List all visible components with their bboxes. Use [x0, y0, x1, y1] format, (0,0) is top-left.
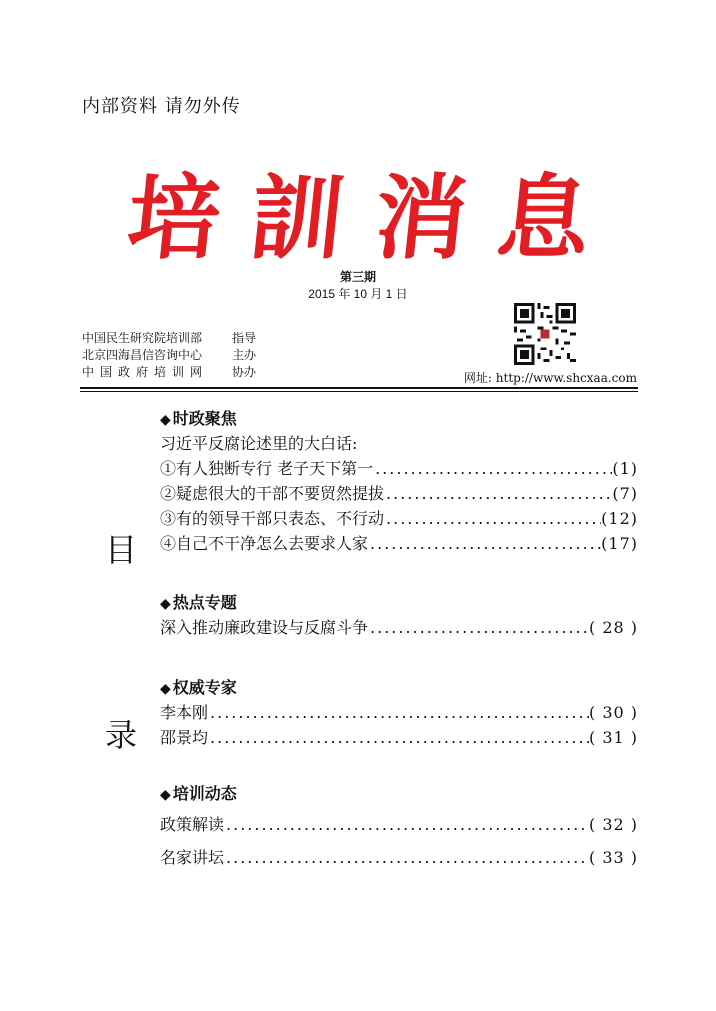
leader-dots	[370, 615, 589, 640]
header-divider	[80, 391, 638, 392]
website-url: 网址: http://www.shcxaa.com	[463, 371, 637, 385]
section-title	[160, 591, 638, 615]
entry-page: (12)	[601, 509, 638, 528]
entry-title: ④自己不干净怎么去要求人家	[160, 534, 369, 553]
section-title-text: 热点专题	[172, 593, 237, 612]
diamond-icon: ◆	[160, 787, 171, 803]
entry-title: 政策解读	[160, 815, 225, 834]
masthead-char: 息	[492, 164, 596, 272]
section-title-text: 时政聚焦	[172, 409, 237, 428]
leader-dots	[386, 506, 601, 531]
leader-dots	[226, 812, 589, 837]
section-title	[160, 676, 638, 700]
entry-title: ③有的领导干部只表态、不行动	[160, 509, 385, 528]
sponsor-list	[82, 330, 256, 381]
section-intro: 习近平反腐论述里的大白话:	[160, 434, 358, 453]
sponsor-row	[82, 347, 256, 364]
leader-dots	[375, 456, 612, 481]
sponsor-row	[82, 364, 256, 381]
section-title-text: 培训动态	[172, 784, 237, 803]
entry-page: ( 31 )	[588, 728, 638, 747]
section-title	[160, 407, 638, 431]
leader-dots	[226, 845, 589, 870]
toc-entry[interactable]	[160, 845, 638, 870]
entry-page: ( 30 )	[588, 703, 638, 722]
diamond-icon: ◆	[160, 412, 171, 428]
entry-title: 深入推动廉政建设与反腐斗争	[160, 618, 369, 637]
toc-label: 录	[105, 716, 138, 754]
toc-entry[interactable]	[160, 700, 638, 725]
entry-page: (17)	[601, 534, 638, 553]
toc-entry[interactable]	[160, 615, 638, 640]
toc-section	[160, 591, 638, 640]
leader-dots	[370, 531, 601, 556]
sponsor-row	[82, 330, 256, 347]
toc-entry[interactable]	[160, 725, 638, 750]
leader-dots	[210, 700, 589, 725]
section-title-text: 权威专家	[172, 678, 237, 697]
toc-entry[interactable]	[160, 506, 638, 531]
sponsor-role: 指导	[232, 331, 257, 345]
header-divider	[80, 387, 638, 389]
toc-section	[160, 782, 638, 870]
section-title	[160, 782, 638, 806]
issue-number: 第三期	[339, 270, 376, 284]
sponsor-org: 中国民生研究院培训部	[82, 331, 203, 345]
entry-page: (1)	[612, 459, 638, 478]
leader-dots	[386, 481, 612, 506]
entry-title: ①有人独断专行 老子天下第一	[160, 459, 374, 478]
toc-entry[interactable]	[160, 481, 638, 506]
sponsor-role: 主办	[232, 348, 257, 362]
sponsor-org: 中国政府培训网	[82, 365, 209, 379]
qr-code-icon	[514, 303, 576, 365]
entry-title: ②疑虑很大的干部不要贸然提拔	[160, 484, 385, 503]
diamond-icon: ◆	[160, 596, 171, 612]
masthead-char: 訓	[245, 164, 350, 272]
entry-page: ( 28 )	[588, 618, 638, 637]
toc-entry[interactable]	[160, 531, 638, 556]
masthead-char: 培	[122, 164, 226, 272]
sponsor-org: 北京四海昌信咨询中心	[82, 348, 203, 362]
entry-page: ( 33 )	[588, 848, 638, 867]
toc-entry[interactable]	[160, 812, 638, 837]
entry-title: 邵景均	[160, 728, 209, 747]
toc-label: 目	[105, 531, 138, 569]
masthead-char: 消	[368, 164, 473, 272]
sponsor-role: 协办	[232, 365, 257, 379]
leader-dots	[210, 725, 589, 750]
toc-section	[160, 407, 638, 556]
toc-section	[160, 676, 638, 750]
issue-date: 2015 年 10 月 1 日	[308, 287, 408, 301]
masthead-title	[122, 163, 596, 273]
confidential-notice: 内部资料 请勿外传	[82, 96, 241, 117]
entry-page: ( 32 )	[588, 815, 638, 834]
entry-title: 名家讲坛	[160, 848, 225, 867]
entry-page: (7)	[612, 484, 638, 503]
diamond-icon: ◆	[160, 681, 171, 697]
entry-title: 李本刚	[160, 703, 209, 722]
toc-entry[interactable]	[160, 456, 638, 481]
